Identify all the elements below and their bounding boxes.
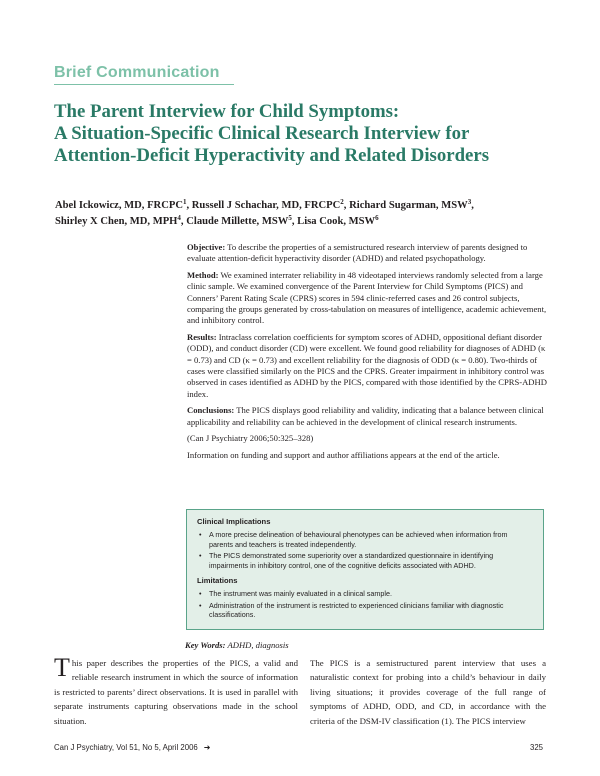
author-affiliation-mark: 3 <box>467 198 472 206</box>
list-item-text: The instrument was mainly evaluated in a clinical sample. <box>209 589 392 599</box>
author-name: Richard Sugarman, MSW <box>349 200 468 211</box>
author-affiliation-mark: 6 <box>375 214 379 222</box>
author-affiliation-mark: 2 <box>340 198 344 206</box>
author-name: Claude Millette, MSW <box>186 216 289 227</box>
abstract-results-text: Intraclass correlation coefficients for symptom scores of ADHD, oppositional defiant disorder (ODD), and conduct disorder (CD) were excellent. We found good reliability for diagnoses of ADHD (κ = 0.73) and CD (κ = 0.73) and excellent reliability for the diagnosis of ODD (κ = 0.80). Two-thirds of cases were classified similarly on the PICS and the CPRS. Greater impairment in inhibitory control was observed in cases identified as ADHD by the PICS, compared with those identified by the CPRS-ADHD index. <box>187 331 547 399</box>
funding-note: Information on funding and support and author affiliations appears at the end of the article. <box>187 449 500 460</box>
list-item <box>197 551 533 570</box>
title-line-2: A Situation-Specific Clinical Research Interview for <box>54 123 470 144</box>
list-item <box>197 530 533 549</box>
key-words-label: Key Words: <box>185 640 226 650</box>
abstract-citation: (Can J Psychiatry 2006;50:325–328) <box>187 433 314 444</box>
author-separator: , <box>186 200 192 211</box>
list-item <box>197 589 533 598</box>
list-item-text: A more precise delineation of behavioural phenotypes can be achieved when information from parents and teachers is treated independently. <box>209 530 508 549</box>
bullet-icon: • <box>199 551 202 561</box>
author-list <box>55 198 575 230</box>
author-name: Abel Ickowicz, MD, FRCPC <box>55 200 183 211</box>
abstract-results <box>187 332 547 400</box>
journal-footer <box>54 743 210 752</box>
key-words <box>185 640 289 650</box>
list-item-text: Administration of the instrument is restricted to experienced clinicians familiar with diagnostic classifications. <box>209 600 504 620</box>
author-name: Shirley X Chen, MD, MPH <box>55 216 178 227</box>
title-line-1: The Parent Interview for Child Symptoms: <box>54 101 400 122</box>
author-line-1 <box>55 198 575 214</box>
clinical-implications-heading: Clinical Implications <box>197 517 271 526</box>
bullet-icon: • <box>199 589 202 599</box>
author-name: Russell J Schachar, MD, FRCPC <box>191 200 341 211</box>
author-affiliation-mark: 4 <box>177 214 181 222</box>
author-line-2 <box>55 214 575 230</box>
limitations-heading: Limitations <box>197 576 238 586</box>
abstract-objective-text: To describe the properties of a semistructured research interview of parents designed to evaluate attention-deficit hyperactivity disorder (ADHD) and related psychopathology. <box>187 242 528 264</box>
author-separator: , <box>343 200 350 211</box>
body-column-left <box>54 653 298 728</box>
limitations-list <box>197 589 533 619</box>
abstract-results-label: Results: <box>187 331 217 342</box>
drop-cap: T <box>54 653 70 682</box>
key-words-value: ADHD, diagnosis <box>225 640 289 650</box>
author-name: Lisa Cook, MSW <box>297 216 376 227</box>
body-text-right: The PICS is a semistructured parent interview that uses a naturalistic context for probing into a child’s behaviour in daily living situations; it provides coverage of the full range of symptoms of ADHD, ODD, and CD, in accordance with the criteria of the DSM-IV classification (1). The PICS interview <box>310 658 546 726</box>
abstract-method <box>187 270 547 327</box>
body-text-left: his paper describes the properties of the PICS, a valid and reliable research instrument in which the source of information is restricted to parents’ direct observations. It is used in parallel with separate instruments capturing observations made in the school situation. <box>54 658 298 726</box>
abstract <box>187 242 547 466</box>
bullet-icon: • <box>199 530 202 540</box>
list-item-text: The PICS demonstrated some superiority over a standardized questionnaire in identifying impairments in inhibitory control, one of the cognitive deficits associated with ADHD. <box>209 551 494 570</box>
clinical-implications-list <box>197 530 533 570</box>
abstract-conclusions <box>187 405 547 428</box>
abstract-objective-label: Objective: <box>187 242 226 252</box>
abstract-conclusions-label: Conclusions: <box>187 405 235 416</box>
arrow-right-icon: ➜ <box>203 743 211 752</box>
page-number: 325 <box>530 743 544 752</box>
section-rule <box>54 84 234 85</box>
article-title <box>54 101 574 167</box>
abstract-method-text: We examined interrater reliability in 48 videotaped interviews randomly selected from a large clinic sample. We examined convergence of the Parent Interview for Child Symptoms (PICS) and Conners’ Parent Rating Scale (CPRS) scores in 594 clinic-referred cases and 26 control subjects, comparing the groups generated by cross-tabulation on measures of intelligence, academic achievement, and inhibitory control. <box>187 269 547 326</box>
author-separator: , <box>291 216 298 227</box>
author-separator: , <box>471 200 474 211</box>
author-separator: , <box>180 216 187 227</box>
body-column-right <box>310 656 546 728</box>
author-affiliation-mark: 5 <box>288 214 292 222</box>
clinical-implications-box <box>186 509 544 630</box>
abstract-objective <box>187 242 547 265</box>
title-line-3: Attention-Deficit Hyperactivity and Related Disorders <box>54 145 490 166</box>
section-label: Brief Communication <box>54 64 220 81</box>
abstract-conclusions-text: The PICS displays good reliability and validity, indicating that a balance between clinical applicability and reliability can be achieved in the development of clinical research instruments. <box>187 405 544 427</box>
journal-citation: Can J Psychiatry, Vol 51, No 5, April 2006 <box>54 743 198 752</box>
abstract-method-label: Method: <box>187 269 219 280</box>
list-item <box>197 601 533 620</box>
bullet-icon: • <box>199 600 202 610</box>
author-affiliation-mark: 1 <box>182 198 187 206</box>
